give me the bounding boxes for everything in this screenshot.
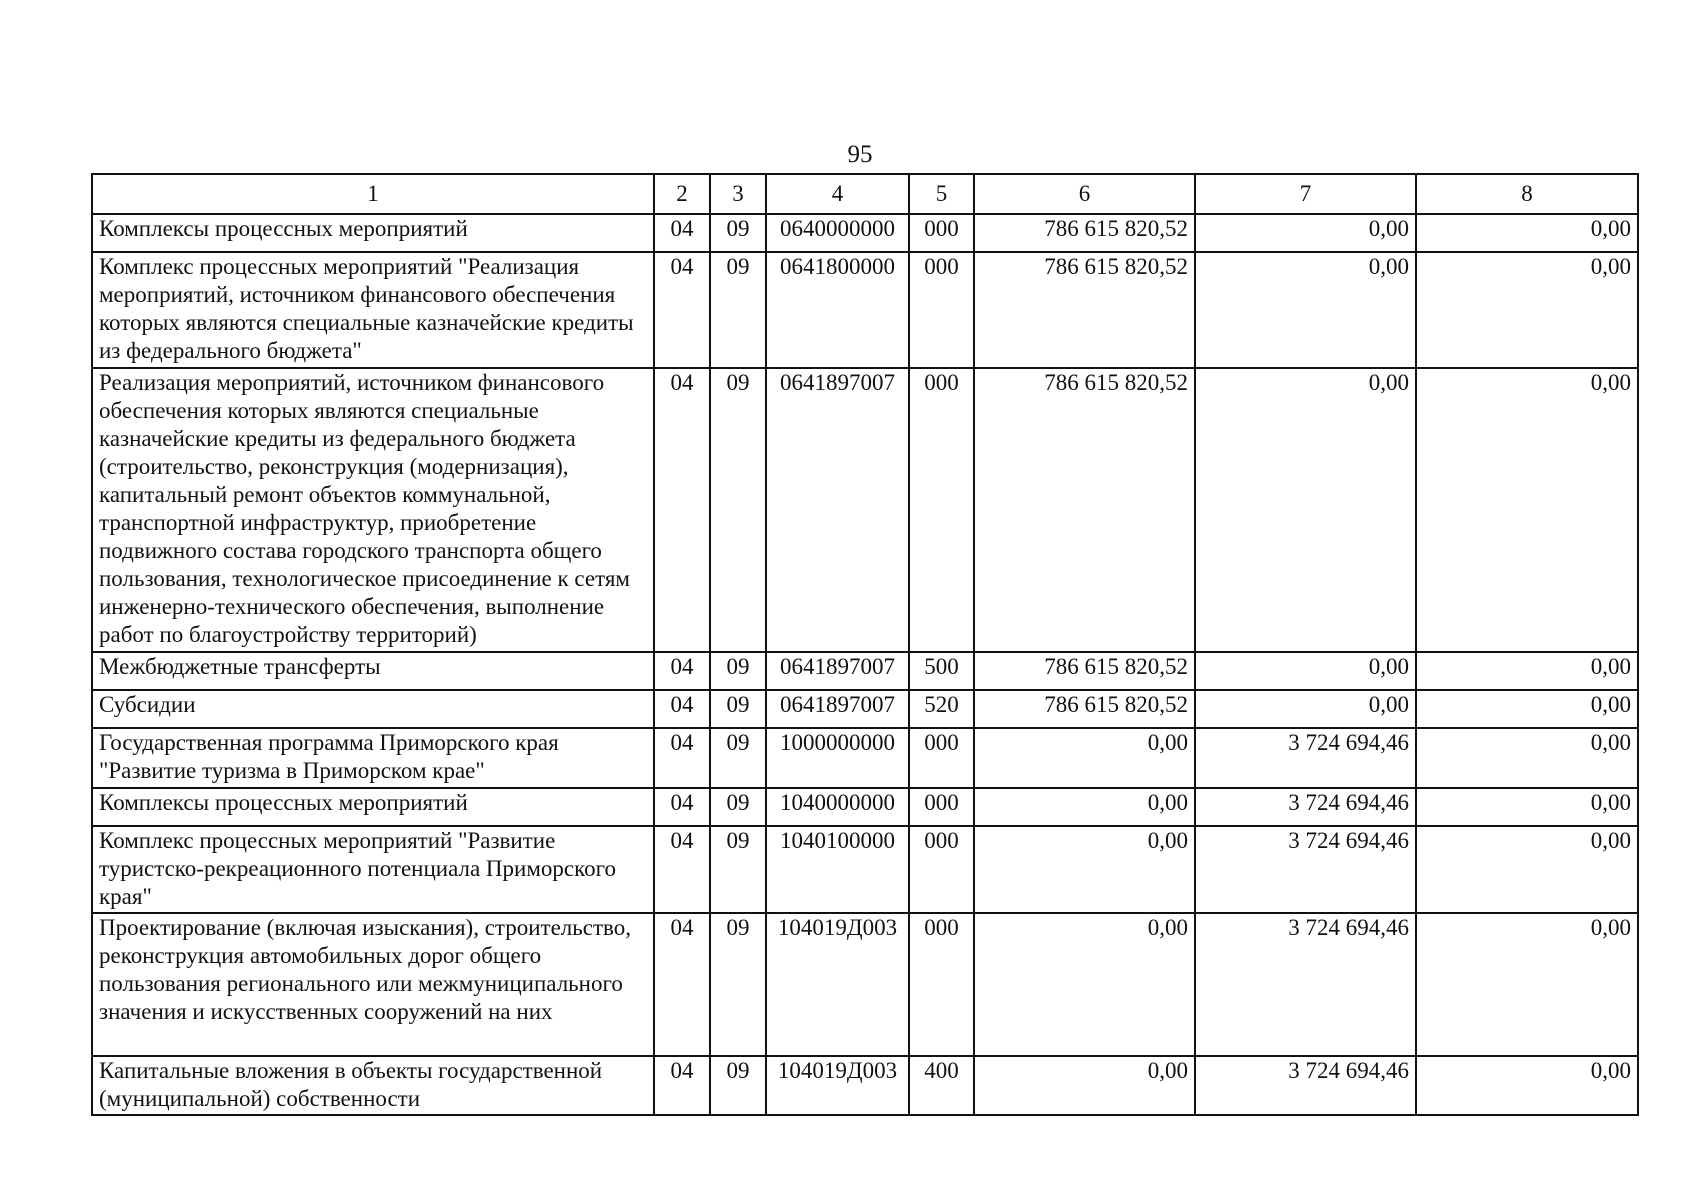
row-name: Межбюджетные трансферты bbox=[92, 652, 654, 690]
target-article-code: 0641897007 bbox=[766, 690, 909, 728]
amount-col7: 0,00 bbox=[1195, 214, 1416, 252]
subsection-code: 09 bbox=[710, 728, 766, 788]
section-code: 04 bbox=[654, 788, 710, 826]
target-article-code: 1040100000 bbox=[766, 826, 909, 913]
section-code: 04 bbox=[654, 252, 710, 368]
expense-type-code: 500 bbox=[909, 652, 974, 690]
expense-type-code: 000 bbox=[909, 788, 974, 826]
section-code: 04 bbox=[654, 913, 710, 1056]
amount-col8: 0,00 bbox=[1416, 1056, 1638, 1115]
table-row bbox=[92, 214, 1638, 252]
row-name: Комплекс процессных мероприятий "Развитие туристско-рекреационного потенциала Приморского края" bbox=[92, 826, 654, 913]
amount-col6: 0,00 bbox=[974, 1056, 1195, 1115]
amount-col8: 0,00 bbox=[1416, 652, 1638, 690]
amount-col8: 0,00 bbox=[1416, 214, 1638, 252]
amount-col7: 0,00 bbox=[1195, 690, 1416, 728]
amount-col7: 3 724 694,46 bbox=[1195, 826, 1416, 913]
expense-type-code: 000 bbox=[909, 728, 974, 788]
column-header: 4 bbox=[766, 174, 909, 214]
expense-type-code: 000 bbox=[909, 913, 974, 1056]
amount-col7: 3 724 694,46 bbox=[1195, 1056, 1416, 1115]
amount-col8: 0,00 bbox=[1416, 913, 1638, 1056]
amount-col6: 786 615 820,52 bbox=[974, 652, 1195, 690]
amount-col7: 0,00 bbox=[1195, 252, 1416, 368]
amount-col8: 0,00 bbox=[1416, 252, 1638, 368]
expense-type-code: 520 bbox=[909, 690, 974, 728]
row-name: Капитальные вложения в объекты государственной (муниципальной) собственности bbox=[92, 1056, 654, 1115]
amount-col6: 0,00 bbox=[974, 728, 1195, 788]
section-code: 04 bbox=[654, 690, 710, 728]
section-code: 04 bbox=[654, 214, 710, 252]
target-article-code: 0641897007 bbox=[766, 652, 909, 690]
target-article-code: 1040000000 bbox=[766, 788, 909, 826]
row-name: Комплексы процессных мероприятий bbox=[92, 788, 654, 826]
amount-col6: 0,00 bbox=[974, 913, 1195, 1056]
subsection-code: 09 bbox=[710, 690, 766, 728]
section-code: 04 bbox=[654, 1056, 710, 1115]
amount-col6: 0,00 bbox=[974, 788, 1195, 826]
table-row bbox=[92, 788, 1638, 826]
amount-col6: 786 615 820,52 bbox=[974, 368, 1195, 652]
amount-col7: 3 724 694,46 bbox=[1195, 788, 1416, 826]
section-code: 04 bbox=[654, 826, 710, 913]
table-row bbox=[92, 252, 1638, 368]
table-row bbox=[92, 728, 1638, 788]
row-name: Проектирование (включая изыскания), строительство, реконструкция автомобильных дорог общего пользования регионального или межмуниципального значения и искусственных сооружений на них bbox=[92, 913, 654, 1056]
subsection-code: 09 bbox=[710, 252, 766, 368]
subsection-code: 09 bbox=[710, 368, 766, 652]
amount-col7: 0,00 bbox=[1195, 368, 1416, 652]
page-number: 95 bbox=[847, 141, 873, 168]
row-name: Субсидии bbox=[92, 690, 654, 728]
amount-col8: 0,00 bbox=[1416, 728, 1638, 788]
amount-col6: 786 615 820,52 bbox=[974, 214, 1195, 252]
target-article-code: 0640000000 bbox=[766, 214, 909, 252]
amount-col8: 0,00 bbox=[1416, 690, 1638, 728]
column-header: 8 bbox=[1416, 174, 1638, 214]
subsection-code: 09 bbox=[710, 214, 766, 252]
amount-col7: 3 724 694,46 bbox=[1195, 728, 1416, 788]
target-article-code: 104019Д003 bbox=[766, 913, 909, 1056]
budget-table bbox=[91, 173, 1639, 1116]
target-article-code: 0641800000 bbox=[766, 252, 909, 368]
table-row bbox=[92, 913, 1638, 1056]
subsection-code: 09 bbox=[710, 826, 766, 913]
row-name: Государственная программа Приморского края "Развитие туризма в Приморском крае" bbox=[92, 728, 654, 788]
row-name: Комплексы процессных мероприятий bbox=[92, 214, 654, 252]
amount-col8: 0,00 bbox=[1416, 368, 1638, 652]
amount-col8: 0,00 bbox=[1416, 826, 1638, 913]
subsection-code: 09 bbox=[710, 913, 766, 1056]
section-code: 04 bbox=[654, 652, 710, 690]
target-article-code: 0641897007 bbox=[766, 368, 909, 652]
header-row bbox=[92, 174, 1638, 214]
subsection-code: 09 bbox=[710, 652, 766, 690]
expense-type-code: 400 bbox=[909, 1056, 974, 1115]
amount-col6: 786 615 820,52 bbox=[974, 252, 1195, 368]
column-header: 2 bbox=[654, 174, 710, 214]
column-header: 6 bbox=[974, 174, 1195, 214]
column-header: 7 bbox=[1195, 174, 1416, 214]
section-code: 04 bbox=[654, 728, 710, 788]
row-name: Реализация мероприятий, источником финансового обеспечения которых являются специальные казначейские кредиты из федерального бюджета (строительство, реконструкция (модернизация), капитальный ремонт объектов коммунальной, транспортной инфраструктур, приобретение подвижного состава городского транспорта общего пользования, технологическое присоединение к сетям инженерно-технического обеспечения, выполнение работ по благоустройству территорий) bbox=[92, 368, 654, 652]
amount-col6: 0,00 bbox=[974, 826, 1195, 913]
expense-type-code: 000 bbox=[909, 826, 974, 913]
table-row bbox=[92, 652, 1638, 690]
amount-col7: 3 724 694,46 bbox=[1195, 913, 1416, 1056]
target-article-code: 104019Д003 bbox=[766, 1056, 909, 1115]
amount-col7: 0,00 bbox=[1195, 652, 1416, 690]
expense-type-code: 000 bbox=[909, 214, 974, 252]
table-row bbox=[92, 690, 1638, 728]
amount-col6: 786 615 820,52 bbox=[974, 690, 1195, 728]
subsection-code: 09 bbox=[710, 1056, 766, 1115]
expense-type-code: 000 bbox=[909, 252, 974, 368]
table-row bbox=[92, 1056, 1638, 1115]
table-row bbox=[92, 368, 1638, 652]
column-header: 1 bbox=[92, 174, 654, 214]
expense-type-code: 000 bbox=[909, 368, 974, 652]
target-article-code: 1000000000 bbox=[766, 728, 909, 788]
column-header: 5 bbox=[909, 174, 974, 214]
section-code: 04 bbox=[654, 368, 710, 652]
amount-col8: 0,00 bbox=[1416, 788, 1638, 826]
table-row bbox=[92, 826, 1638, 913]
row-name: Комплекс процессных мероприятий "Реализация мероприятий, источником финансового обеспечения которых являются специальные казначейские кредиты из федерального бюджета" bbox=[92, 252, 654, 368]
subsection-code: 09 bbox=[710, 788, 766, 826]
column-header: 3 bbox=[710, 174, 766, 214]
